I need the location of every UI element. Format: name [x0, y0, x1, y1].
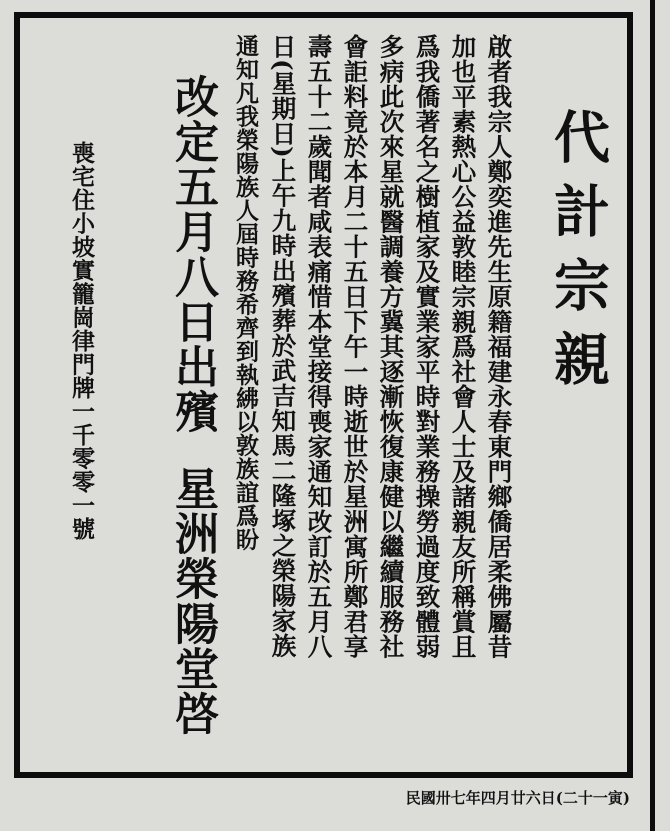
- address-line: 喪宅住小坡實籠崗律門牌一千零零一號: [68, 141, 95, 541]
- signature: 星洲榮陽堂啓: [167, 466, 218, 736]
- body-column: 會詎料竟於本月二十五日下午一時逝世於星洲寓所鄭君享: [340, 34, 370, 659]
- page-edge-rule: [650, 0, 655, 831]
- obituary-notice: [30, 26, 618, 766]
- body-column: 壽五十二歲聞者咸表痛惜本堂接得喪家通知改訂於五月八: [304, 34, 334, 659]
- body-column: 啟者我宗人鄭奕進先生原籍福建永春東門鄉僑居柔佛屬昔: [484, 34, 514, 659]
- body-column: 日(星期日)上午九時出殯葬於武吉知馬二隆塚之榮陽家族: [268, 34, 298, 659]
- notice-title: 代計宗親: [545, 108, 611, 404]
- body-column: 通知凡我榮陽族人屆時務希齊到執紼以敦族誼爲盼: [232, 34, 259, 551]
- left-border-rule: [14, 12, 20, 778]
- body-column: 爲我僑著名之樹植家及實業家平時對業務操勞過度致體弱: [412, 34, 442, 659]
- body-column: 加也平素熱心公益敦睦宗親爲社會人士及諸親友所稱賞且: [448, 34, 478, 659]
- funeral-date-line: 改定五月八日出殯: [167, 74, 218, 434]
- right-border-rule: [627, 12, 633, 778]
- body-column: 多病此次來星就醫調養方冀其逐漸恢復康健以繼續服務社: [376, 34, 406, 659]
- top-border-rule: [14, 12, 630, 18]
- bottom-border-rule: [14, 772, 630, 778]
- publication-date-line: 民國卅七年四月廿六日(二十一寅): [405, 789, 630, 807]
